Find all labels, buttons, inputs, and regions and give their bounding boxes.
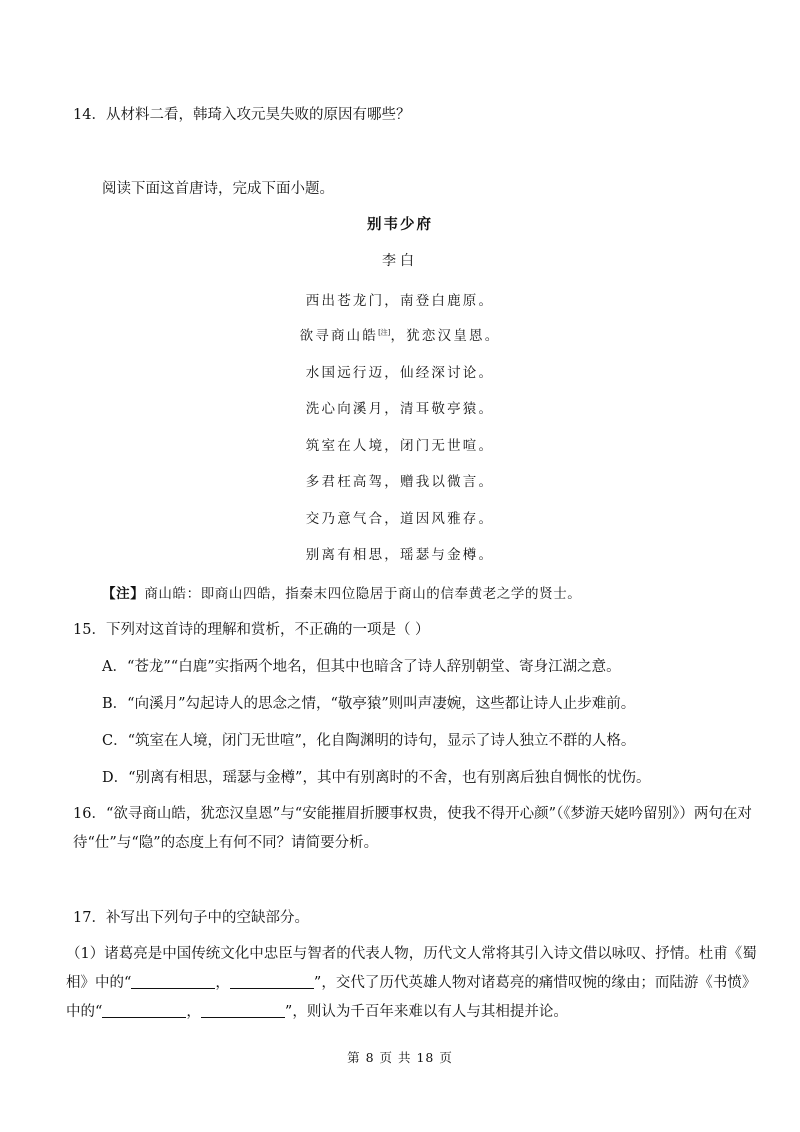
question-15-stem: 15．下列对这首诗的理解和赏析，不正确的一项是（ ） [73,622,430,638]
poem-line: 筑室在人境，闭门无世喧。 [305,438,495,454]
option-d: D．“别离有相思，瑶瑟与金樽”，其中有别离时的不舍，也有别离后独自惆怅的忧伤。 [102,770,651,786]
poem-line-part: ，犹恋汉皇恩。 [390,328,501,344]
poem-line: 多君枉高驾，赠我以微言。 [305,474,495,490]
text-segment: ”，则认为千百年来难以有人与其相提并论。 [284,1004,568,1020]
poem-line: 水国远行迈，仙经深讨论。 [305,365,495,381]
option-a: A．“苍龙”“白鹿”实指两个地名，但其中也暗含了诗人辞别朝堂、寄身江湖之意。 [102,659,621,675]
text-segment: ”，交代了历代英雄人物对诸葛亮的痛惜叹惋的缘由；而陆游《书愤》 [313,975,757,991]
text-segment: 中的“ [66,1004,103,1020]
question-17-line [66,1000,568,1021]
poem-line: 洗心向溪月，清耳敬亭猿。 [305,401,495,417]
answer-blank[interactable] [131,974,215,989]
poem-note [102,582,581,602]
poem-title: 别韦少府 [367,216,433,233]
question-16-line: 待“仕”与“隐”的态度上有何不同？请简要分析。 [73,835,379,851]
answer-blank[interactable] [102,1003,186,1018]
answer-blank[interactable] [230,974,314,989]
poem-line-part: 欲寻商山皓 [299,328,379,344]
poem-line [0,324,800,344]
reading-intro: 阅读下面这首唐诗，完成下面小题。 [102,181,334,197]
option-c: C．“筑室在人境，闭门无世喧”，化自陶渊明的诗句，显示了诗人独立不群的人格。 [102,733,636,749]
text-segment: ， [186,1004,201,1020]
note-label: 【注】 [102,586,145,602]
poem-line: 别离有相思，瑶瑟与金樽。 [305,547,495,563]
poem-line: 交乃意气合，道因风雅存。 [305,511,495,527]
question-14: 14．从材料二看，韩琦入攻元昊失败的原因有哪些？ [73,107,411,123]
answer-blank[interactable] [201,1003,285,1018]
note-text: 商山皓：即商山四皓，指秦末四位隐居于商山的信奉黄老之学的贤士。 [144,586,582,602]
question-16-line: 16．“欲寻商山皓，犹恋汉皇恩”与“安能摧眉折腰事权贵，使我不得开心颜”（《梦游天姥吟留别》）两句在对 [73,806,752,822]
question-17-line [66,971,756,992]
page-footer: 第 8 页 共 18 页 [347,1050,453,1065]
poem-author: 李白 [382,253,418,269]
option-b: B．“向溪月”勾起诗人的思念之情，“敬亭猿”则叫声凄婉，这些都让诗人止步难前。 [102,696,636,712]
question-17-line: （1）诸葛亮是中国传统文化中忠臣与智者的代表人物，历代文人常将其引入诗文借以咏叹、抒情。杜甫《蜀 [66,946,757,962]
text-segment: ， [215,975,230,991]
question-17-stem: 17．补写出下列句子中的空缺部分。 [73,910,309,926]
poem-line: 西出苍龙门，南登白鹿原。 [305,293,495,309]
text-segment: 相》中的“ [66,975,132,991]
note-marker: [注] [378,328,391,337]
